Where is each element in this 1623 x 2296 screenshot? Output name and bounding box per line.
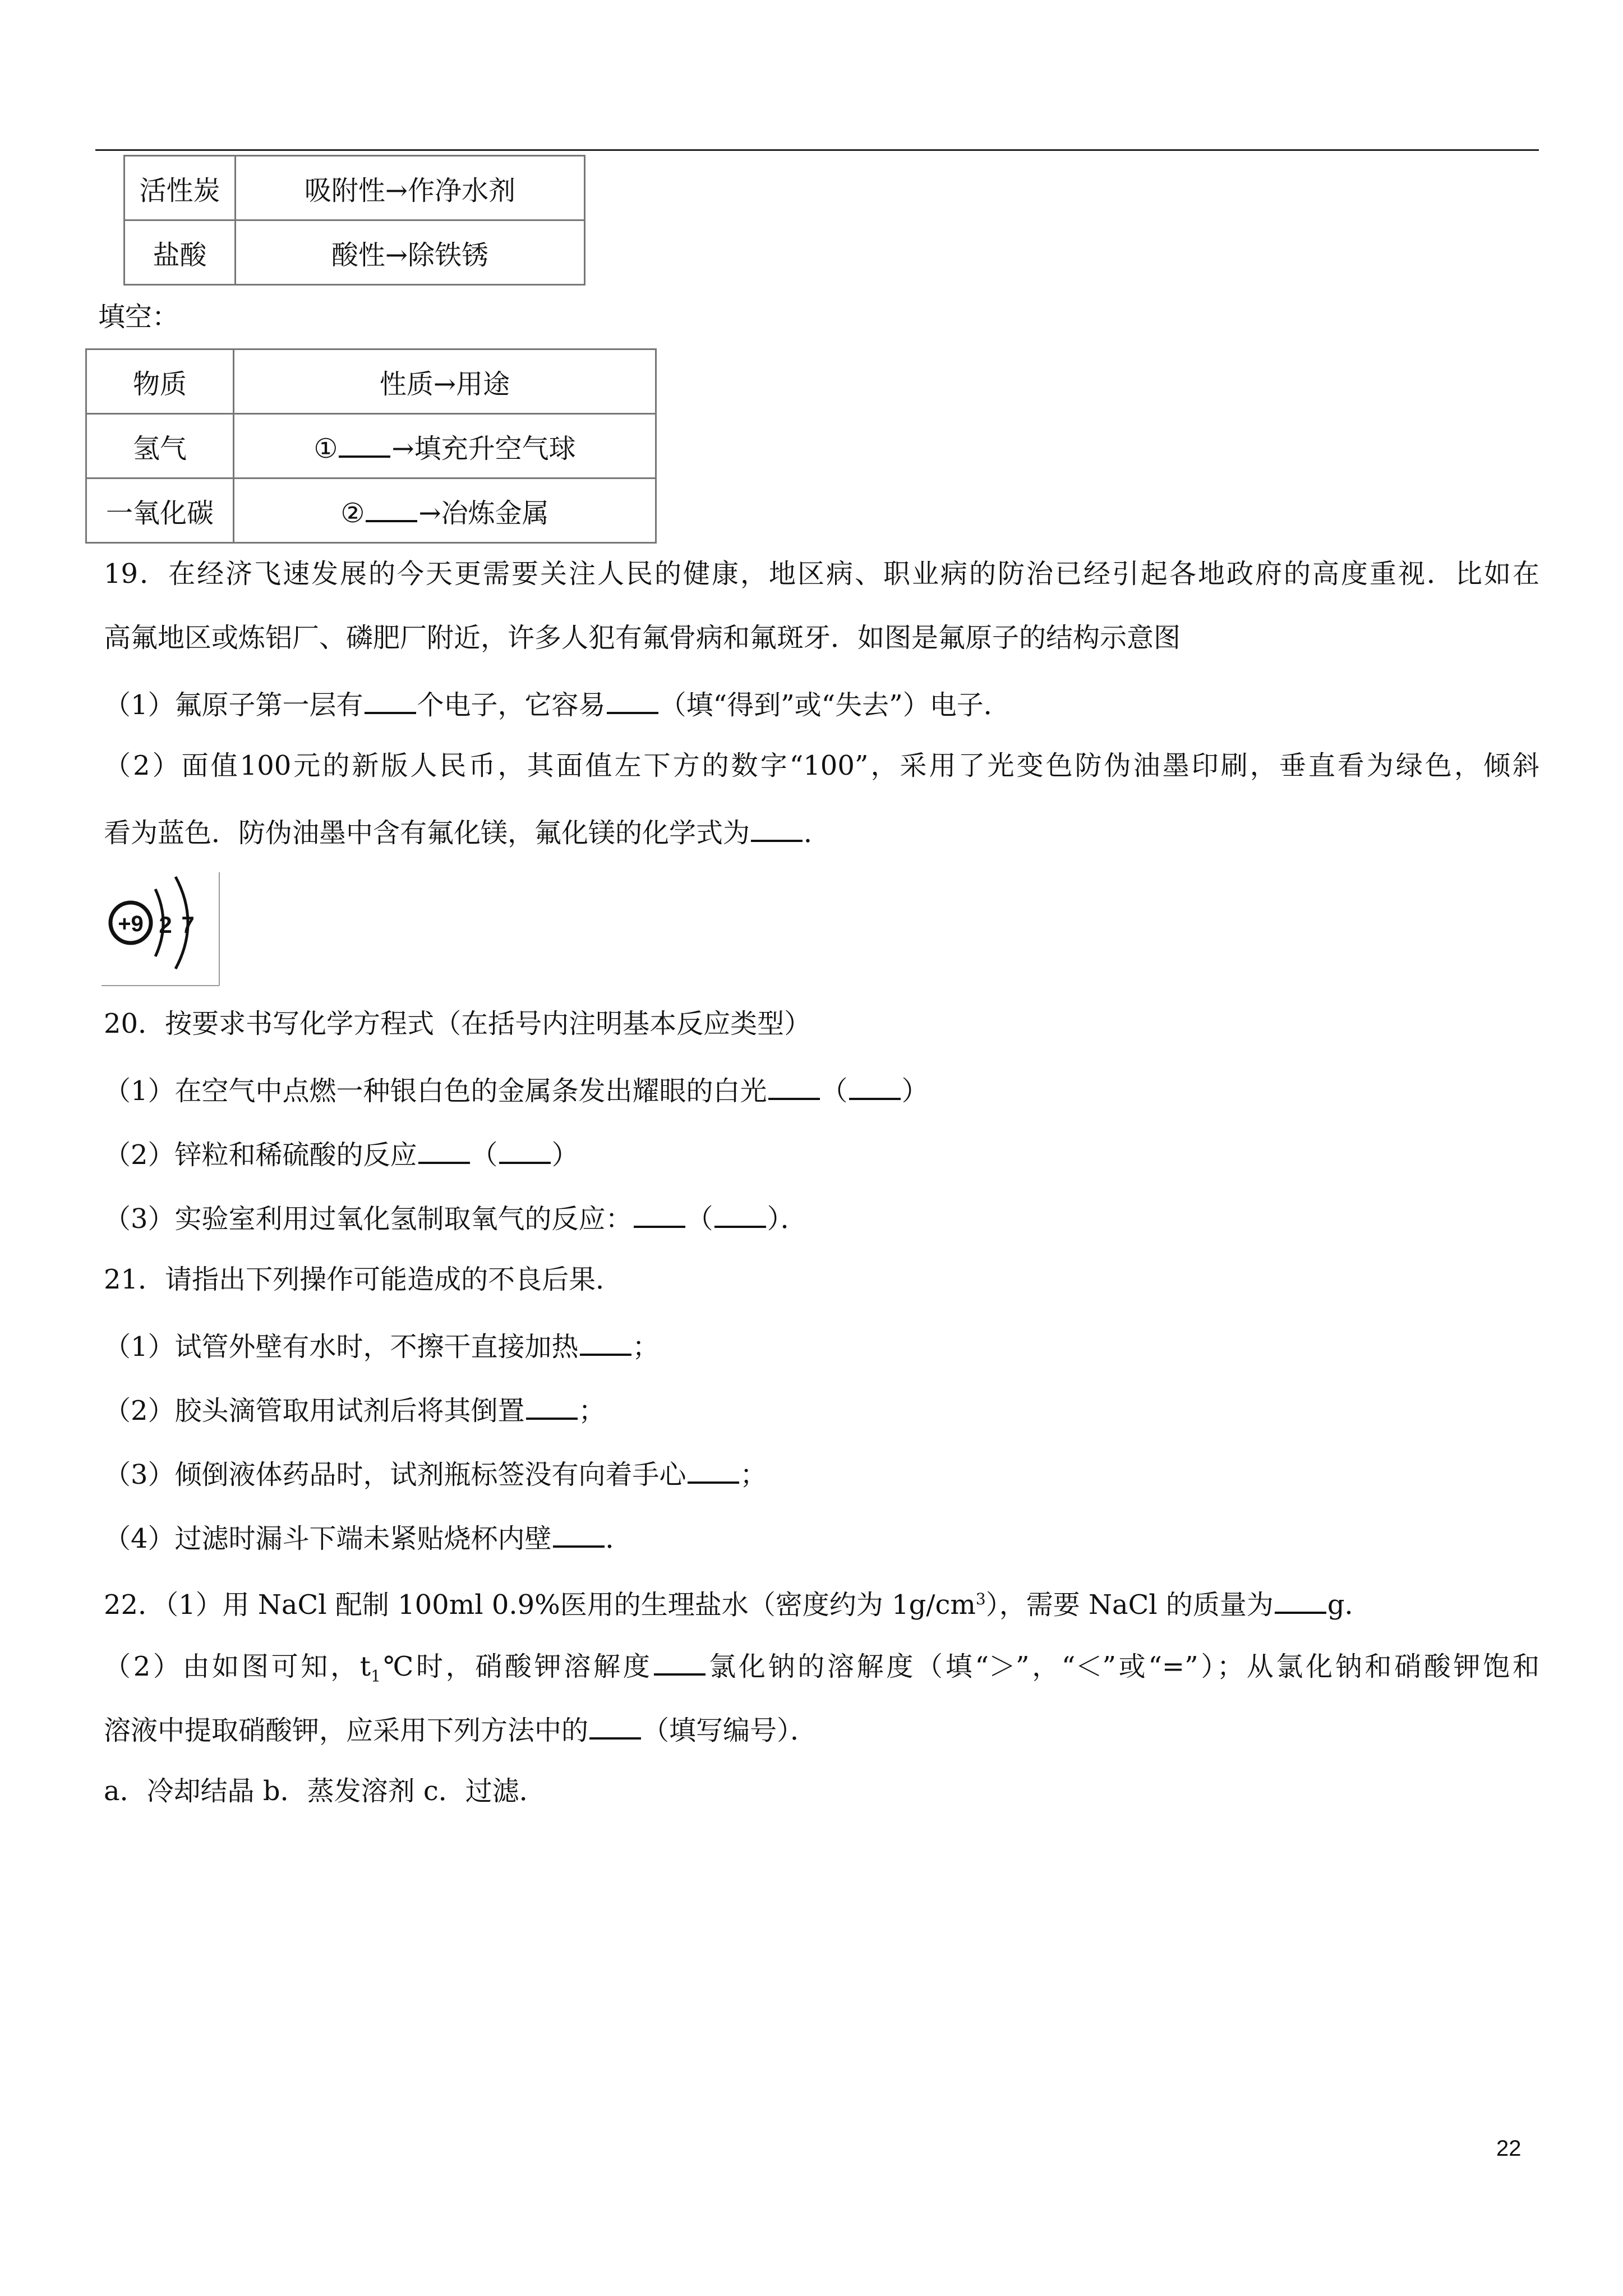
q21-sub-4 — [104, 1519, 633, 1556]
answer-blank[interactable] — [553, 1519, 605, 1548]
text: 溶液中提取硝酸钾，应采用下列方法中的 — [104, 1715, 589, 1746]
text: （ — [820, 1075, 848, 1107]
text: （1）氟原子第一层有 — [104, 689, 363, 721]
text: ； — [632, 1331, 660, 1363]
page-number: 22 — [1496, 2136, 1521, 2161]
text: ） — [901, 1075, 929, 1107]
text: （2）锌粒和稀硫酸的反应 — [104, 1139, 417, 1171]
text: （填“得到”或“失去”）电子． — [659, 689, 1011, 721]
text: （4）过滤时漏斗下端未紧贴烧杯内壁 — [104, 1523, 552, 1554]
q19-line-2: 高氟地区或炼铝厂、磷肥厂附近，许多人犯有氟骨病和氟斑牙．如图是氟原子的结构示意图 — [104, 622, 1181, 654]
use-text: →冶炼金属 — [418, 497, 549, 529]
q20-sub-2 — [104, 1135, 579, 1172]
answer-blank[interactable] — [418, 1135, 470, 1164]
answer-blank[interactable] — [634, 1199, 685, 1228]
q22-sub-2-line-1 — [104, 1646, 1539, 1694]
answer-blank[interactable] — [654, 1646, 706, 1676]
text: g． — [1327, 1589, 1372, 1621]
table-row — [86, 478, 656, 543]
text: （2）由如图可知，t — [104, 1651, 371, 1682]
header-rule — [95, 149, 1539, 151]
answer-blank[interactable] — [688, 1455, 739, 1484]
text: ； — [578, 1395, 606, 1427]
q21-sub-2 — [104, 1391, 606, 1428]
q21-sub-1 — [104, 1327, 660, 1364]
text: ℃时，硝酸钾溶解度 — [380, 1651, 653, 1682]
text: 氯化钠的溶解度（填“＞”，“＜”或“=”）；从氯化钠和硝酸钾饱和 — [706, 1651, 1539, 1682]
table-row — [86, 414, 656, 478]
q21-sub-3 — [104, 1455, 767, 1492]
table-cell-substance: 一氧化碳 — [86, 478, 234, 543]
blank-marker: ① — [313, 432, 338, 464]
text: （填写编号）． — [642, 1715, 818, 1746]
table-cell-property-use: 酸性→除铁锈 — [236, 220, 585, 285]
text: （1）在空气中点燃一种银白色的金属条发出耀眼的白光 — [104, 1075, 767, 1107]
table-cell-fill-in — [234, 478, 656, 543]
fill-in-label: 填空： — [98, 301, 179, 333]
subscript: 1 — [371, 1667, 381, 1686]
fluorine-atom-diagram — [99, 867, 222, 988]
property-use-table-continued — [123, 155, 585, 286]
table-header-substance: 物质 — [86, 349, 234, 414]
text: ． — [605, 1523, 633, 1554]
answer-blank[interactable] — [580, 1327, 631, 1356]
answer-blank[interactable] — [1275, 1585, 1326, 1614]
q22-sub-2-line-2 — [104, 1710, 817, 1747]
text: （ — [686, 1203, 713, 1235]
answer-blank[interactable] — [768, 1071, 820, 1100]
answer-blank[interactable] — [366, 493, 417, 522]
text: ）． — [767, 1203, 808, 1235]
answer-blank[interactable] — [339, 429, 390, 458]
table-cell-property-use: 吸附性→作净水剂 — [236, 156, 585, 220]
answer-blank[interactable] — [751, 813, 803, 842]
table-cell-fill-in — [234, 414, 656, 478]
q22-options: a．冷却结晶 b．蒸发溶剂 c．过滤． — [104, 1775, 546, 1807]
table-header-property-use: 性质→用途 — [234, 349, 656, 414]
text: 个电子，它容易 — [417, 689, 606, 721]
blank-marker: ② — [340, 497, 365, 529]
table-cell-substance: 盐酸 — [125, 220, 236, 285]
text: ． — [804, 817, 831, 849]
table-cell-substance: 氢气 — [86, 414, 234, 478]
text: ），需要 NaCl 的质量为 — [985, 1589, 1274, 1621]
text: （ — [471, 1139, 498, 1171]
answer-blank[interactable] — [714, 1199, 766, 1228]
text: （3）实验室利用过氧化氢制取氧气的反应： — [104, 1203, 633, 1235]
text: 看为蓝色．防伪油墨中含有氟化镁，氟化镁的化学式为 — [104, 817, 750, 849]
q19-line-1: 19．在经济飞速发展的今天更需要关注人民的健康，地区病、职业病的防治已经引起各地政府的高度重视．比如在 — [104, 558, 1539, 590]
table-header-row — [86, 349, 656, 414]
answer-blank[interactable] — [849, 1071, 901, 1100]
text: （2）胶头滴管取用试剂后将其倒置 — [104, 1395, 525, 1427]
q20-title: 20．按要求书写化学方程式（在括号内注明基本反应类型） — [104, 1008, 811, 1039]
shell-1-electrons: 2 — [159, 912, 172, 938]
table-row — [125, 220, 585, 285]
text: （3）倾倒液体药品时，试剂瓶标签没有向着手心 — [104, 1459, 686, 1490]
table-cell-substance: 活性炭 — [125, 156, 236, 220]
q19-sub-2-line-1: （2）面值100元的新版人民币，其面值左下方的数字“100”，采用了光变色防伪油墨印刷，垂直看为绿色，倾斜 — [104, 750, 1539, 781]
answer-blank[interactable] — [589, 1710, 641, 1740]
text: ） — [551, 1139, 579, 1171]
answer-blank[interactable] — [607, 685, 658, 714]
text: ； — [740, 1459, 767, 1490]
superscript: 3 — [975, 1590, 986, 1608]
answer-blank[interactable] — [365, 685, 416, 714]
use-text: →填充升空气球 — [391, 432, 576, 464]
text: （1）试管外壁有水时，不擦干直接加热 — [104, 1331, 579, 1363]
q22-sub-1 — [104, 1582, 1372, 1622]
q19-sub-1 — [104, 685, 1011, 722]
shell-2-electrons: 7 — [181, 912, 195, 938]
fill-in-table — [85, 348, 657, 544]
nucleus-charge: +9 — [118, 912, 144, 936]
text: 22．（1）用 NaCl 配制 100ml 0.9%医用的生理盐水（密度约为 1g/cm — [104, 1589, 976, 1621]
q20-sub-1 — [104, 1071, 929, 1108]
answer-blank[interactable] — [526, 1391, 578, 1420]
table-row — [125, 156, 585, 220]
q21-title: 21．请指出下列操作可能造成的不良后果． — [104, 1264, 623, 1295]
answer-blank[interactable] — [499, 1135, 551, 1164]
q19-sub-2-line-2 — [104, 813, 831, 850]
q20-sub-3 — [104, 1199, 808, 1236]
